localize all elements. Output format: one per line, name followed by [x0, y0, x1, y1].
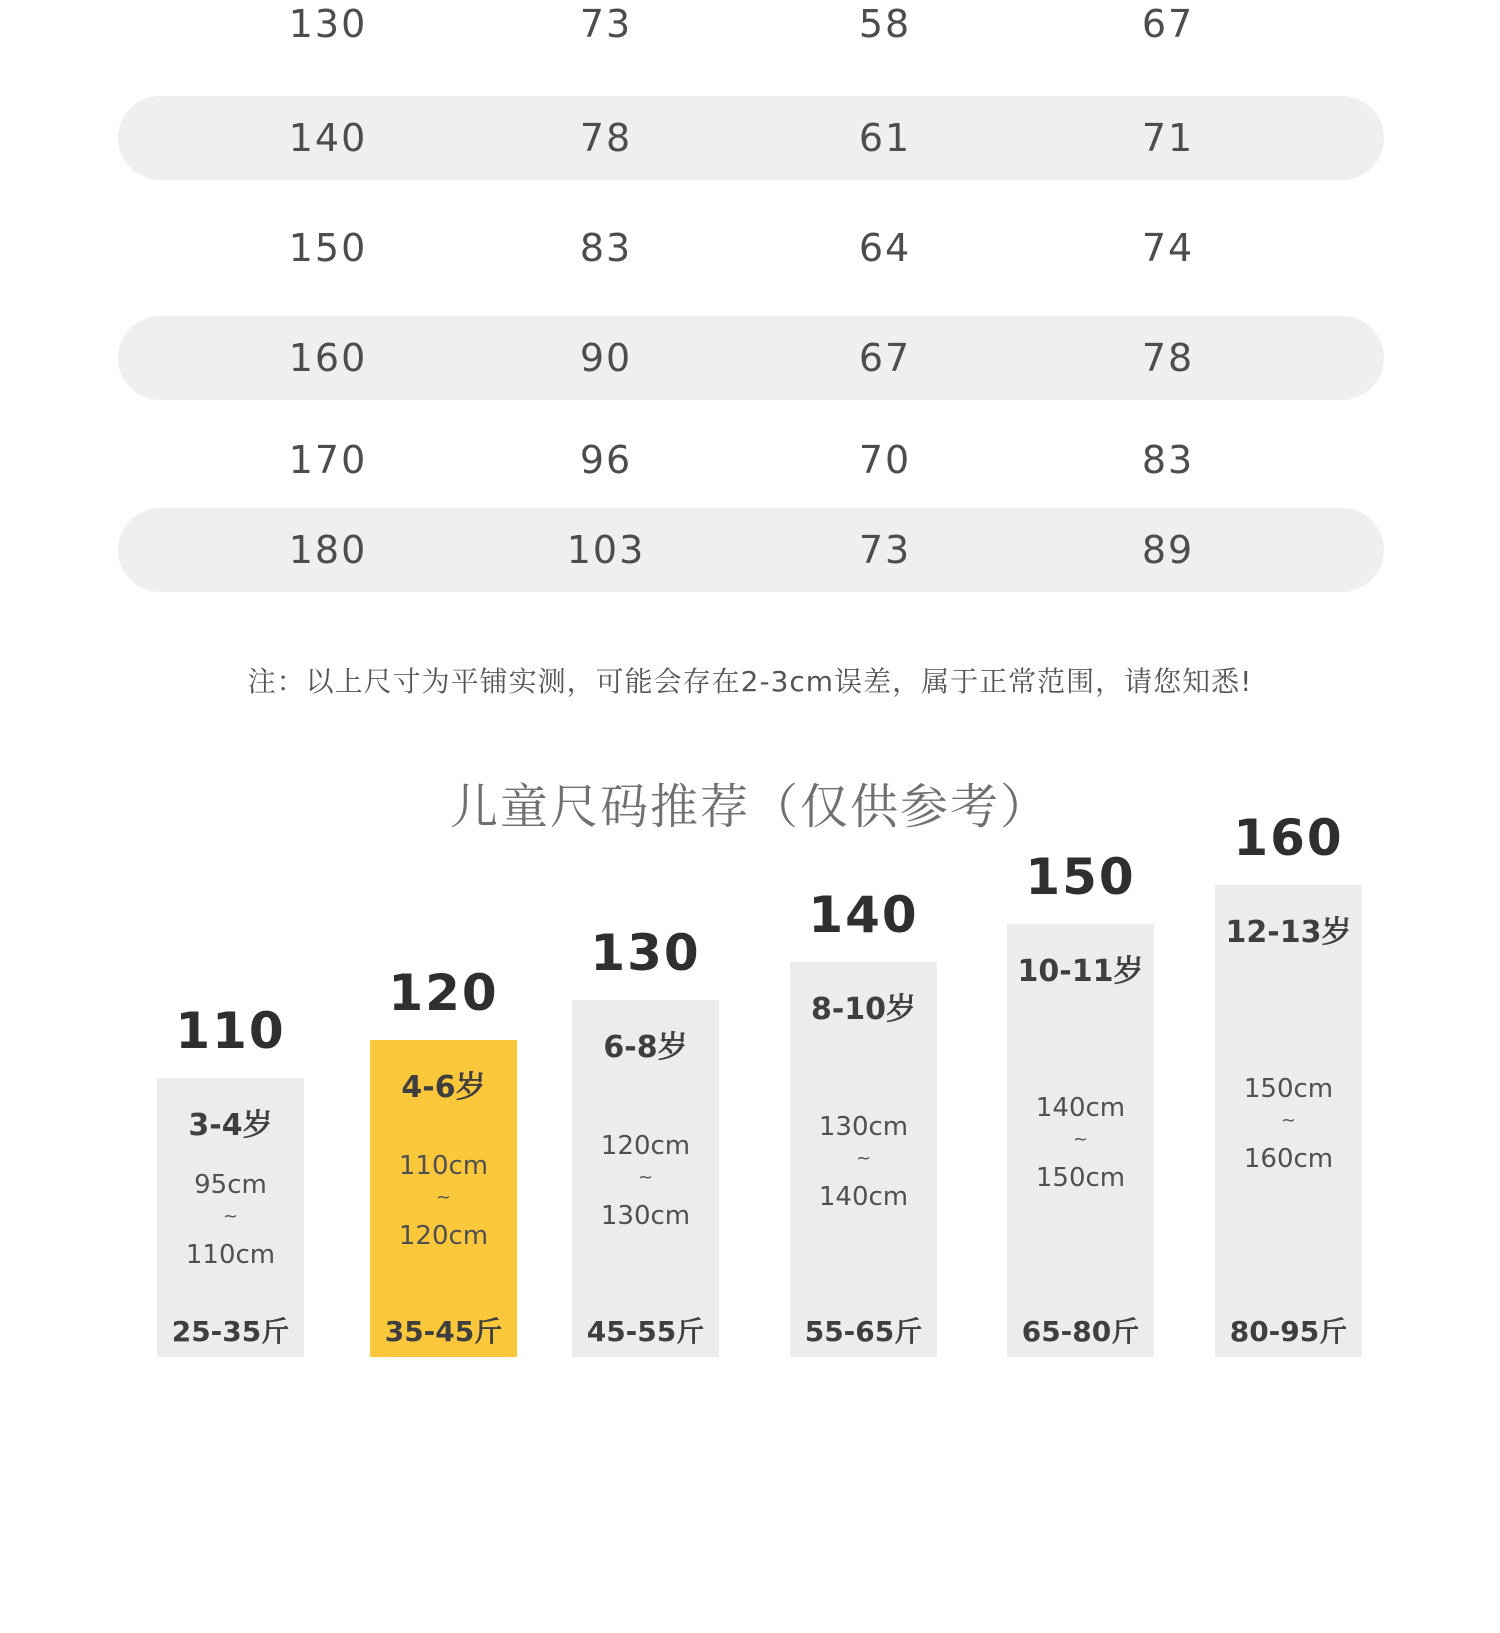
size-label: 150	[1025, 848, 1136, 906]
size-label: 160	[1233, 809, 1344, 867]
size-table-cell: 180	[288, 528, 368, 572]
height-from: 120cm	[600, 1131, 691, 1161]
size-table-cell: 160	[288, 336, 368, 380]
height-range-tilde: ~	[1072, 1129, 1089, 1150]
weight-range: 25-35斤	[171, 1315, 290, 1348]
height-range-tilde: ~	[222, 1206, 239, 1227]
size-table-cell: 64	[858, 226, 912, 270]
weight-range: 45-55斤	[586, 1315, 705, 1348]
age-range: 4-6岁	[401, 1070, 486, 1105]
size-table-cell: 73	[858, 528, 912, 572]
size-table-cell: 71	[1141, 116, 1195, 160]
weight-range: 35-45斤	[384, 1315, 503, 1348]
height-to: 120cm	[398, 1221, 489, 1251]
height-to: 140cm	[818, 1182, 909, 1212]
size-table-cell: 78	[1141, 336, 1195, 380]
height-to: 160cm	[1243, 1143, 1334, 1174]
height-to: 150cm	[1035, 1163, 1126, 1193]
weight-range: 65-80斤	[1021, 1315, 1140, 1348]
size-table-row	[118, 0, 1384, 66]
height-from: 110cm	[398, 1151, 489, 1181]
size-table-cell: 61	[858, 116, 912, 160]
height-to: 110cm	[185, 1240, 276, 1270]
height-range-tilde: ~	[637, 1167, 654, 1188]
measurement-note: 注：以上尺寸为平铺实测，可能会存在2-3cm误差，属于正常范围，请您知悉!	[247, 665, 1253, 698]
size-label: 140	[808, 886, 919, 944]
size-table-row	[118, 508, 1384, 592]
size-table-cell: 90	[579, 336, 633, 380]
size-label: 110	[175, 1002, 286, 1060]
height-from: 95cm	[194, 1170, 267, 1200]
size-table-cell: 140	[288, 116, 368, 160]
height-to: 130cm	[600, 1201, 691, 1231]
height-range-tilde: ~	[855, 1148, 872, 1169]
height-from: 140cm	[1035, 1093, 1126, 1123]
size-table-cell: 103	[566, 528, 646, 572]
size-table-row	[118, 418, 1384, 502]
weight-range: 80-95斤	[1229, 1315, 1348, 1348]
height-from: 130cm	[818, 1112, 909, 1142]
size-table-row	[118, 206, 1384, 290]
weight-range: 55-65斤	[804, 1315, 923, 1348]
size-table-cell: 96	[579, 438, 633, 482]
size-table-cell: 83	[1141, 438, 1195, 482]
size-table-cell: 74	[1141, 226, 1195, 270]
size-table-cell: 83	[579, 226, 633, 270]
height-range-tilde: ~	[435, 1187, 452, 1208]
size-table-cell: 78	[579, 116, 633, 160]
size-recommend-title: 儿童尺码推荐（仅供参考）	[449, 779, 1050, 835]
age-range: 12-13岁	[1225, 915, 1352, 950]
age-range: 6-8岁	[603, 1030, 688, 1065]
size-table-cell: 170	[288, 438, 368, 482]
size-table-cell: 67	[1141, 2, 1195, 46]
size-table-cell: 130	[288, 2, 368, 46]
age-range: 3-4岁	[188, 1108, 273, 1143]
size-table-row	[118, 96, 1384, 180]
size-table-cell: 58	[858, 2, 912, 46]
size-table-row	[118, 316, 1384, 400]
size-label: 130	[590, 924, 701, 982]
height-from: 150cm	[1243, 1073, 1334, 1104]
age-range: 8-10岁	[810, 992, 917, 1027]
size-table-cell: 89	[1141, 528, 1195, 572]
size-label: 120	[388, 964, 499, 1022]
size-table	[0, 0, 1500, 620]
size-table-cell: 70	[858, 438, 912, 482]
height-range-tilde: ~	[1280, 1109, 1297, 1131]
age-range: 10-11岁	[1017, 954, 1144, 989]
size-table-cell: 150	[288, 226, 368, 270]
size-table-cell: 67	[858, 336, 912, 380]
size-table-cell: 73	[579, 2, 633, 46]
